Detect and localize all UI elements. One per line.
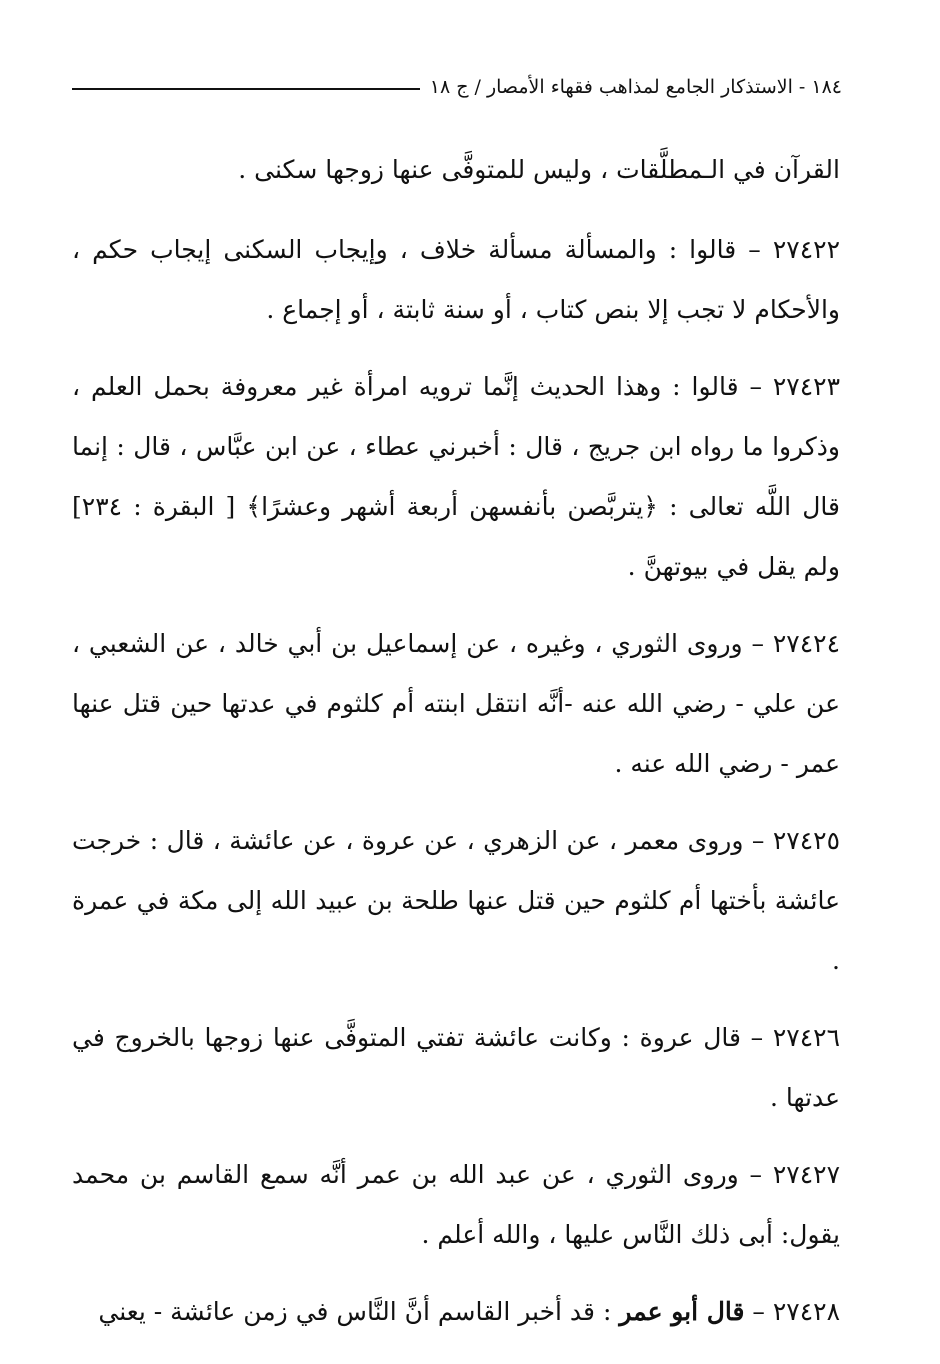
paragraph-text: وروى الثوري ، وغيره ، عن إسماعيل بن أبي خالد ، عن الشعبي ، عن علي - رضي الله عنه -أنَّه انتقل ابنته أم كلثوم في عدتها حين قتل عنها عمر - رضي الله عنه . [72, 629, 840, 778]
paragraph-number: ٢٧٤٢٢ [772, 235, 840, 264]
header-rule [72, 88, 420, 90]
page-header [72, 70, 842, 104]
paragraph-27422: ٢٧٤٢٢ – قالوا : والمسألة مسألة خلاف ، وإيجاب السكنى إيجاب حكم ، والأحكام لا تجب إلا بنص كتاب ، أو سنة ثابتة ، أو إجماع . [72, 235, 840, 324]
paragraph-text: القرآن في الـمطلَّقات ، وليس للمتوفَّى عنها زوجها سكنى . [238, 155, 840, 184]
paragraph-text: وروى الثوري ، عن عبد الله بن عمر أنَّه سمع القاسم بن محمد يقول: أبى ذلك النَّاس عليها ، والله أعلم . [72, 1160, 840, 1249]
paragraph-27423: ٢٧٤٢٣ – قالوا : وهذا الحديث إنَّما ترويه امرأة غير معروفة بحمل العلم ، وذكروا ما رواه ابن جريج ، قال : أخبرني عطاء ، عن ابن عبَّاس ، قال : إنما قال اللَّه تعالى : ﴿يتربَّصن بأنفسهن أربعة أشهر وعشرًا﴾ [ البقرة : ٢٣٤] ولم يقل في بيوتهنَّ . [72, 372, 840, 581]
paragraph-number: ٢٧٤٢٥ [772, 826, 840, 855]
paragraph-bold-heading: قال أبو عمر [619, 1297, 745, 1326]
paragraph-27426: ٢٧٤٢٦ – قال عروة : وكانت عائشة تفتي المتوفَّى عنها زوجها بالخروج في عدتها . [72, 1023, 840, 1112]
paragraph-27427: ٢٧٤٢٧ – وروى الثوري ، عن عبد الله بن عمر أنَّه سمع القاسم بن محمد يقول: أبى ذلك النَّاس عليها ، والله أعلم . [72, 1160, 840, 1249]
paragraph-number: ٢٧٤٢٣ [772, 372, 840, 401]
page-body [72, 140, 840, 1359]
paragraph-number: ٢٧٤٢٨ [772, 1297, 840, 1326]
paragraph-number: ٢٧٤٢٤ [772, 629, 840, 658]
header-title: ١٨٤ - الاستذكار الجامع لمذاهب فقهاء الأمصار / ج ١٨ [429, 76, 842, 98]
paragraph-text: وروى معمر ، عن الزهري ، عن عروة ، عن عائشة ، قال : خرجت عائشة بأختها أم كلثوم حين قتل عنها طلحة بن عبيد الله إلى مكة في عمرة . [72, 826, 840, 975]
paragraph-continuation [72, 140, 840, 200]
paragraph-text: قالوا : والمسألة مسألة خلاف ، وإيجاب السكنى إيجاب حكم ، والأحكام لا تجب إلا بنص كتاب ، أو سنة ثابتة ، أو إجماع . [72, 235, 840, 324]
paragraph-text: قال عروة : وكانت عائشة تفتي المتوفَّى عنها زوجها بالخروج في عدتها . [72, 1023, 840, 1112]
paragraph-27424: ٢٧٤٢٤ – وروى الثوري ، وغيره ، عن إسماعيل بن أبي خالد ، عن الشعبي ، عن علي - رضي الله عنه -أنَّه انتقل ابنته أم كلثوم في عدتها حين قتل عنها عمر - رضي الله عنه . [72, 629, 840, 778]
paragraph-text: : قد أخبر القاسم أنَّ النَّاس في زمن عائشة - يعني [98, 1297, 612, 1326]
paragraph-27425: ٢٧٤٢٥ – وروى معمر ، عن الزهري ، عن عروة ، عن عائشة ، قال : خرجت عائشة بأختها أم كلثوم حين قتل عنها طلحة بن عبيد الله إلى مكة في عمرة . [72, 826, 840, 975]
paragraph-text: قالوا : وهذا الحديث إنَّما ترويه امرأة غير معروفة بحمل العلم ، وذكروا ما رواه ابن جريج ، قال : أخبرني عطاء ، عن ابن عبَّاس ، قال : إنما قال اللَّه تعالى : ﴿يتربَّصن بأنفسهن أربعة أشهر وعشرًا﴾ [ البقرة : ٢٣٤] ولم يقل في بيوتهنَّ . [72, 372, 840, 581]
paragraph-number: ٢٧٤٢٧ [772, 1160, 840, 1189]
paragraph-number: ٢٧٤٢٦ [772, 1023, 840, 1052]
paragraph-27428: ٢٧٤٢٨ – قال أبو عمر : قد أخبر القاسم أنَّ النَّاس في زمن عائشة - يعني [98, 1297, 840, 1326]
